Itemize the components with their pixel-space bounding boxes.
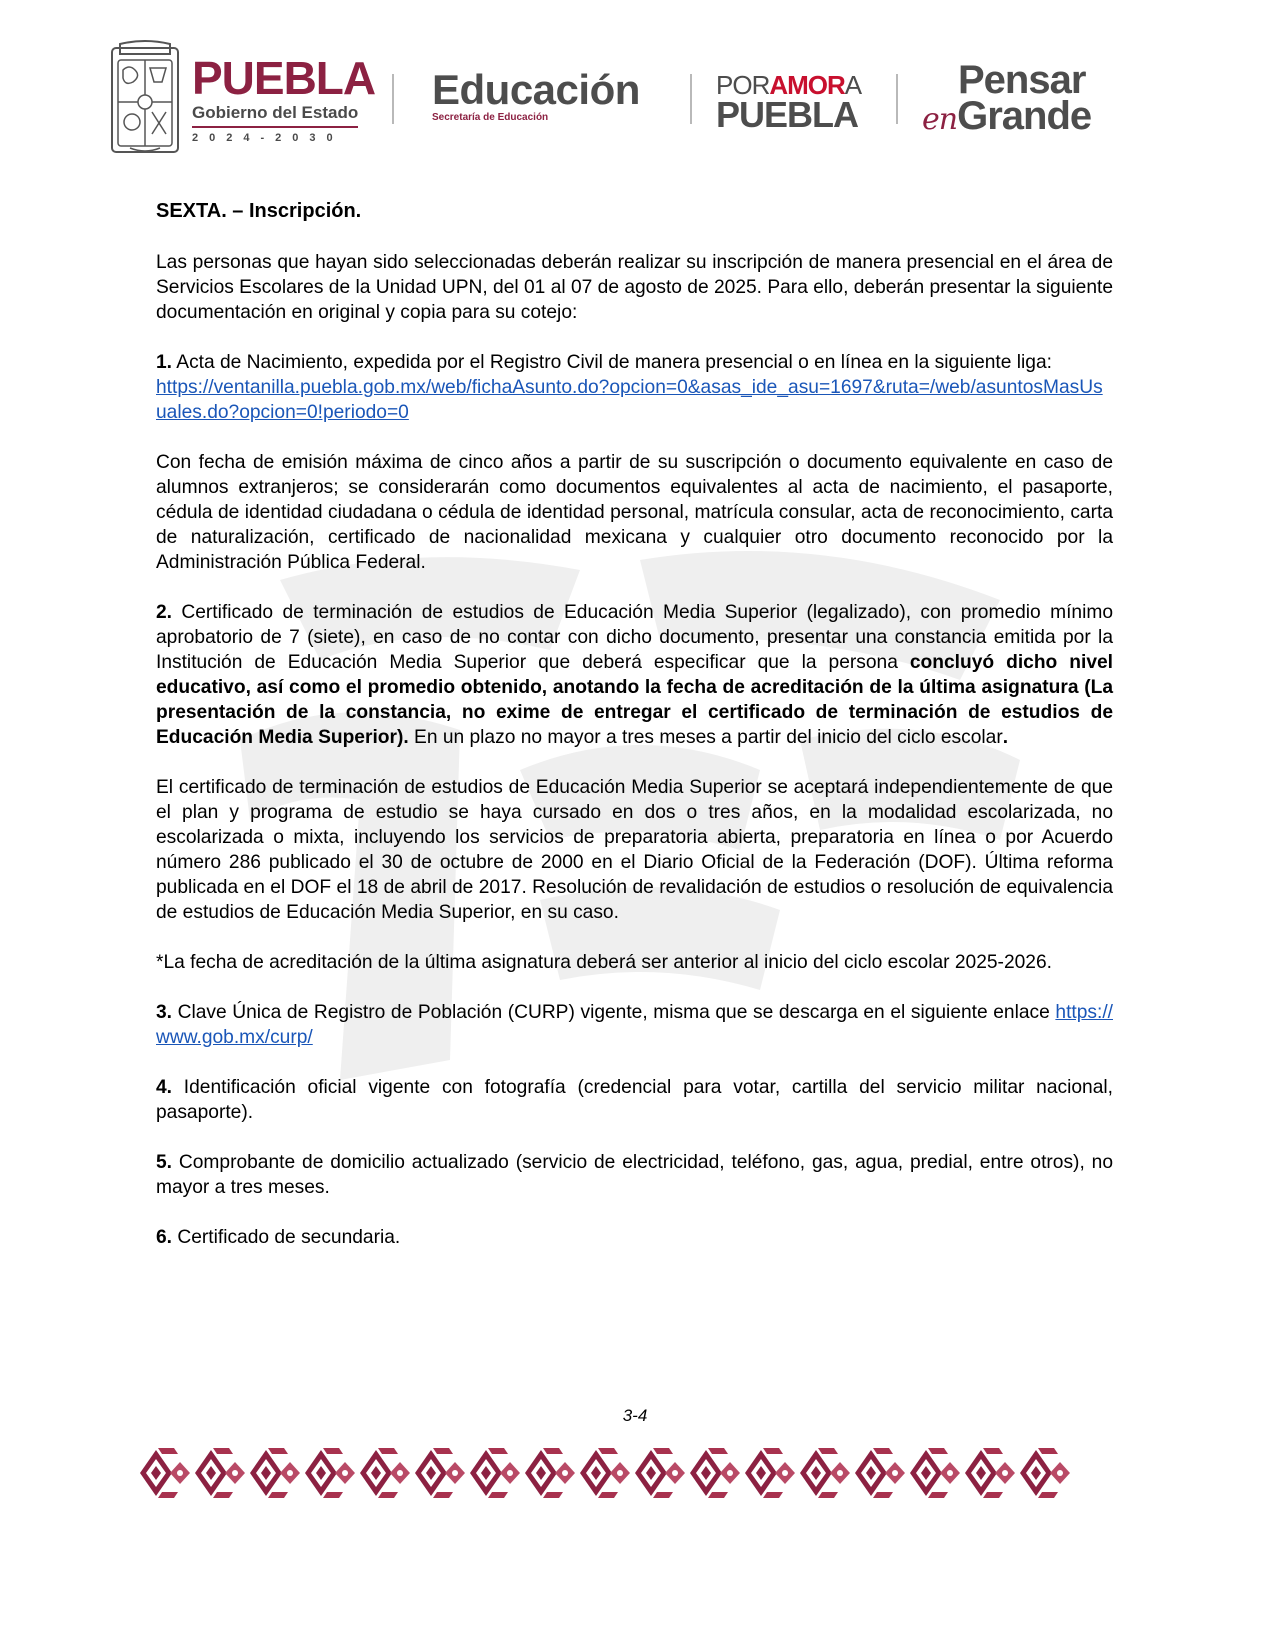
pensar-en-grande-logo [922,58,1122,138]
a-word: A [844,70,862,100]
item-number: 5. [156,1152,173,1173]
por-amor-a-puebla-logo [716,70,886,135]
logo-divider [392,74,394,124]
certificado-note-paragraph: El certificado de terminación de estudios de Educación Media Superior se aceptará independientemente de que el plan y programa de estudio se haya cursado en dos o tres años, en la modalidad escolarizada, no escolarizada o mixta, incluyendo los servicios de preparatoria abierta, preparatoria en línea o por Acuerdo número 286 publicado el 30 de octubre de 2000 en el Diario Oficial de la Federación (DOF). Última reforma publicada en el DOF el 18 de abril de 2017. Resolución de revalidación de estudios o resolución de equivalencia de estudios de Educación Media Superior, en su caso. [156,777,1113,923]
item-text: En un plazo no mayor a tres meses a partir del inicio del ciclo escolar [408,727,1003,748]
puebla-wordmark: PUEBLA [192,52,376,104]
document-body [156,198,1113,1275]
requirement-item-1 [156,350,1113,425]
logo-divider [896,74,898,124]
educacion-wordmark: Educación [432,66,640,113]
item-text-period: . [1002,727,1009,748]
grande-word: Grande [957,94,1092,138]
item-text: Comprobante de domicilio actualizado (servicio de electricidad, teléfono, gas, agua, predial, entre otros), no mayor a tres meses. [156,1152,1113,1198]
en-word: en [922,102,958,137]
item-number: 1. [156,352,173,373]
curp-link[interactable]: https://www.gob.mx/curp/ [156,1002,1113,1048]
secretaria-label: Secretaría de Educación [432,112,549,123]
pensar-word: Pensar [958,58,1086,102]
item-text: Certificado de secundaria. [172,1227,401,1248]
item-text: Acta de Nacimiento, expedida por el Registro Civil de manera presencial o en línea en la siguiente liga: [172,352,1052,373]
item-text: Certificado de terminación de estudios de Educación Media Superior (legalizado), con promedio mínimo aprobatorio de 7 (siete), en caso de no contar con dicho documento, presentar una constancia emitida por la Institución de Educación Media Superior que deberá especificar que la persona [156,602,1113,673]
item-number: 4. [156,1077,173,1098]
acta-nacimiento-link[interactable]: https://ventanilla.puebla.gob.mx/web/fichaAsunto.do?opcion=0&asas_ide_asu=1697&ruta=/web/asuntosMasUsuales.do?opcion=0!periodo=0 [156,377,1103,423]
puebla-word: PUEBLA [716,94,859,135]
administration-years: 2024-2030 [192,132,344,144]
item-text-bold: concluyó dicho nivel educativo, así como el promedio obtenido, anotando la fecha de acreditación de la última asignatura (La presentación de la constancia, no exime de entregar el certificado de terminación de estudios de Educación Media Superior). [156,652,1113,748]
item-number: 3. [156,1002,173,1023]
page-number: 3-4 [622,1406,648,1425]
puebla-coat-of-arms-icon [110,40,180,156]
requirement-item-3 [156,1000,1113,1050]
requirement-item-6 [156,1225,1113,1250]
item-number: 6. [156,1227,173,1248]
page-header [110,36,1170,158]
requirement-item-2 [156,600,1113,750]
logo-divider [690,74,692,124]
gobierno-label: Gobierno del Estado [192,102,358,128]
decorative-footer-border [140,1440,1070,1506]
amor-word: AMOR [769,70,845,100]
fecha-note-paragraph: *La fecha de acreditación de la última asignatura deberá ser anterior al inicio del ciclo escolar 2025-2026. [156,952,1052,973]
requirement-item-4 [156,1075,1113,1125]
item-number: 2. [156,602,173,623]
educacion-logo [432,66,662,123]
acta-note-paragraph: Con fecha de emisión máxima de cinco años a partir de su suscripción o documento equivalente en caso de alumnos extranjeros; se considerarán como documentos equivalentes al acta de nacimiento, el pasaporte, cédula de identidad ciudadana o cédula de identidad personal, matrícula consular, acta de reconocimiento, carta de naturalización, certificado de nacionalidad mexicana y cualquier otro documento reconocido por la Administración Pública Federal. [156,452,1113,573]
item-text: Identificación oficial vigente con fotografía (credencial para votar, cartilla del servicio militar nacional, pasaporte). [156,1077,1113,1123]
puebla-government-logo [192,52,382,144]
section-title: SEXTA. – Inscripción. [156,200,362,222]
por-word: POR [716,70,770,100]
intro-paragraph: Las personas que hayan sido seleccionadas deberán realizar su inscripción de manera presencial en el área de Servicios Escolares de la Unidad UPN, del 01 al 07 de agosto de 2025. Para ello, deberán presentar la siguiente documentación en original y copia para su cotejo: [156,252,1113,323]
requirement-item-5 [156,1150,1113,1200]
item-text: Clave Única de Registro de Población (CURP) vigente, misma que se descarga en el siguiente enlace [172,1002,1056,1023]
